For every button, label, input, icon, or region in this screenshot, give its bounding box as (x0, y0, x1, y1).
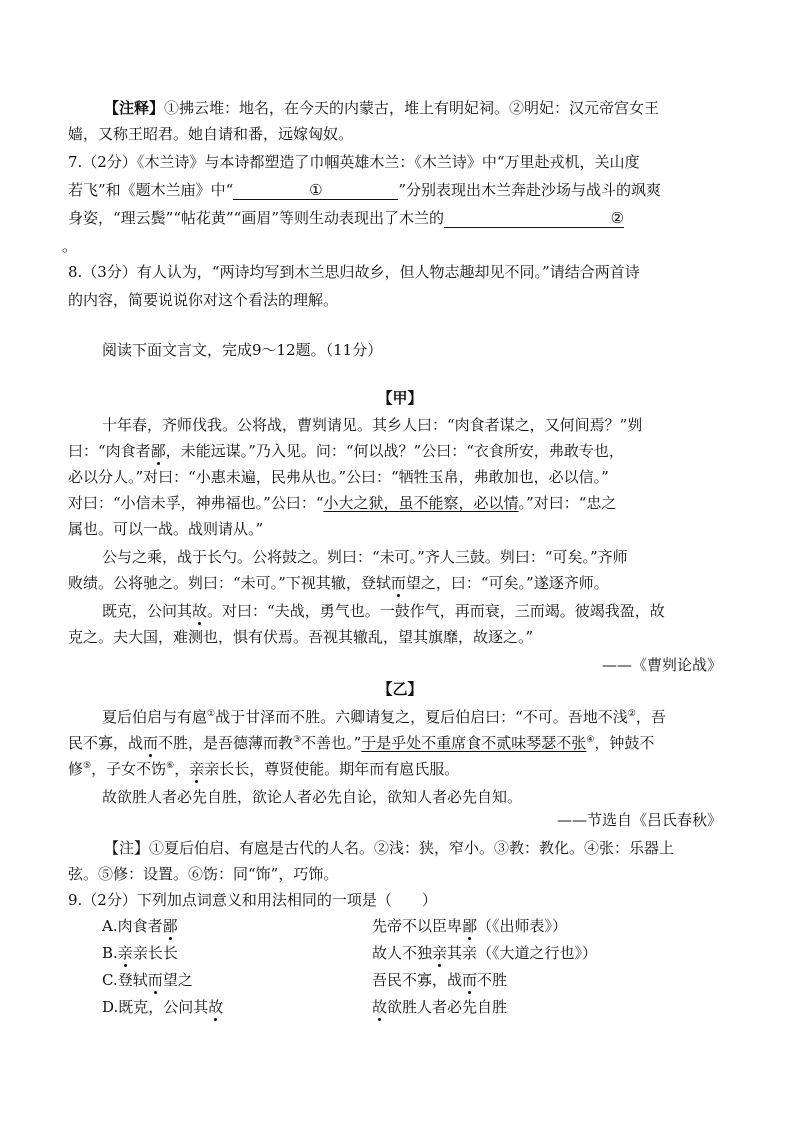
emphasis-dot-word: 故 (192, 602, 208, 620)
footnote-marker: ① (207, 709, 216, 719)
question-7-line: 。 (62, 237, 78, 255)
footnote-line: 弦。⑤修：设置。⑥饬：同“饰”，巧饰。 (68, 865, 339, 883)
emphasis-dot-word: 鄙 (150, 442, 166, 460)
option-c-comparison: 吾民不寡，战而不胜 (372, 971, 508, 989)
passage-line: 修⑤，子女不饬⑥，亲亲长长，尊贤使能。期年而有扈氏服。 (68, 760, 460, 778)
question-7: 7.（2分）《木兰诗》与本诗都塑造了巾帼英雄木兰：《木兰诗》中“万里赴戎机，关山度 (68, 153, 640, 171)
footnote-marker: ⑥ (166, 761, 175, 771)
option-b-comparison: 故人不独亲其亲（《大道之行也》） (372, 944, 598, 962)
passage-line: 曰：“肉食者鄙，未能远谋。”乃入见。问：“何以战？”公曰：“衣食所安，弗敢专也， (68, 442, 624, 460)
answer-blank-1[interactable]: ① (233, 181, 398, 200)
passage-line: 夏后伯启与有扈①战于甘泽而不胜。六卿请复之，夏后伯启曰：“不可。吾地不浅②，吾 (102, 708, 666, 726)
passage-source: ——节选自《吕氏春秋》 (556, 811, 722, 829)
passage-line: 故欲胜人者必先自胜，欲论人者必先自论，欲知人者必先自知。 (102, 788, 523, 806)
section-title-jia: 【甲】 (377, 389, 423, 407)
emphasis-dot-word: 而 (143, 734, 159, 752)
passage-line: 十年春，齐师伐我。公将战，曹刿请见。其乡人曰：“肉食者谋之，又何间焉？”刿 (102, 416, 643, 434)
question-8-line: 的内容，简要说说你对这个看法的理解。 (68, 291, 339, 309)
option-a[interactable]: A.肉食者鄙 先帝不以臣卑鄙（《出师表》） (102, 917, 568, 935)
passage-line: 属也。可以一战。战则请从。” (68, 520, 264, 538)
emphasis-dot-word: 而 (390, 574, 406, 592)
question-9: 9.（2分）下列加点词意义和用法相同的一项是（ ） (68, 891, 437, 909)
option-b[interactable]: B.亲亲长长 故人不独亲其亲（《大道之行也》） (102, 944, 598, 962)
passage-line: 对曰：“小信未孚，神弗福也。”公曰：“小大之狱，虽不能察，必以情。”对曰：“忠之 (68, 494, 617, 512)
emphasis-dot-word: 故 (372, 998, 388, 1016)
question-7-line: 若飞”和《题木兰庙》中“ ① ”分别表现出木兰奔赴沙场与战斗的飒爽 (68, 181, 662, 199)
reading-instruction: 阅读下面文言文，完成9～12题。（11分） (102, 341, 383, 359)
option-c[interactable]: C.登轼而望之 吾民不寡，战而不胜 (102, 971, 508, 989)
emphasis-dot-word: 故 (208, 998, 224, 1016)
option-d-comparison: 故欲胜人者必先自胜 (372, 998, 508, 1016)
footnote-marker: ③ (293, 735, 302, 745)
emphasis-dot-word: 而 (147, 971, 163, 989)
emphasis-dot-word: 亲 (432, 944, 448, 962)
emphasis-dot-word: 鄙 (162, 917, 178, 935)
passage-line: 公与之乘，战于长勺。公将鼓之。刿曰：“未可。”齐人三鼓。刿曰：“可矣。”齐师 (102, 548, 628, 566)
question-7-line: 身姿，“理云鬓”“帖花黄”“画眉”等则生动表现出了木兰的 ② (68, 209, 625, 227)
answer-blank-2[interactable]: ② (444, 209, 624, 228)
emphasis-dot-word: 鄙 (462, 917, 478, 935)
passage-line: 克之。夫大国，难测也，惧有伏焉。吾视其辙乱，望其旗靡，故逐之。” (68, 628, 534, 646)
underlined-sentence: 于是乎处不重席食不贰味琴瑟不张 (361, 734, 587, 752)
annotation-line: 嫱，又称王昭君。她自请和番，远嫁匈奴。 (68, 125, 354, 143)
option-a-comparison: 先帝不以臣卑鄙（《出师表》） (372, 917, 568, 935)
emphasis-dot-word: 亲 (117, 944, 133, 962)
passage-line: 既克，公问其故。对曰：“夫战，勇气也。一鼓作气，再而衰，三而竭。彼竭我盈，故 (102, 602, 665, 620)
emphasis-dot-word: 而 (462, 971, 478, 989)
question-8: 8.（3分）有人认为，“两诗均写到木兰思归故乡，但人物志趣却见不同。”请结合两首诗 (68, 263, 640, 281)
passage-line: 民不寡，战而不胜，是吾德薄而教③不善也。”于是乎处不重席食不贰味琴瑟不张④，钟鼓不 (68, 734, 655, 752)
annotation-label: 【注释】 (104, 99, 165, 117)
passage-source: ——《曹刿论战》 (601, 656, 722, 674)
footnote-line: 【注】①夏后伯启、有扈是古代的人名。②浅：狭，窄小。③教：教化。④张：乐器上 (104, 839, 675, 857)
option-d[interactable]: D.既克，公问其故 故欲胜人者必先自胜 (102, 998, 508, 1016)
section-title-yi: 【乙】 (377, 680, 423, 698)
passage-line: 必以分人。”对曰：“小惠未遍，民弗从也。”公曰：“牺牲玉帛，弗敢加也，必以信。” (68, 468, 609, 486)
emphasis-dot-word: 亲 (189, 760, 205, 778)
footnote-marker: ② (627, 709, 636, 719)
passage-line: 败绩。公将驰之。刿曰：“未可。”下视其辙，登轼而望之，曰：“可矣。”遂逐齐师。 (68, 574, 609, 592)
underlined-sentence: 小大之狱，虽不能察，必以情 (323, 494, 519, 512)
footnote-marker: ⑤ (83, 761, 92, 771)
footnote-marker: ④ (586, 735, 595, 745)
annotation-line: 【注释】①拂云堆：地名，在今天的内蒙古，堆上有明妃祠。②明妃：汉元帝宫女王 (104, 99, 660, 117)
